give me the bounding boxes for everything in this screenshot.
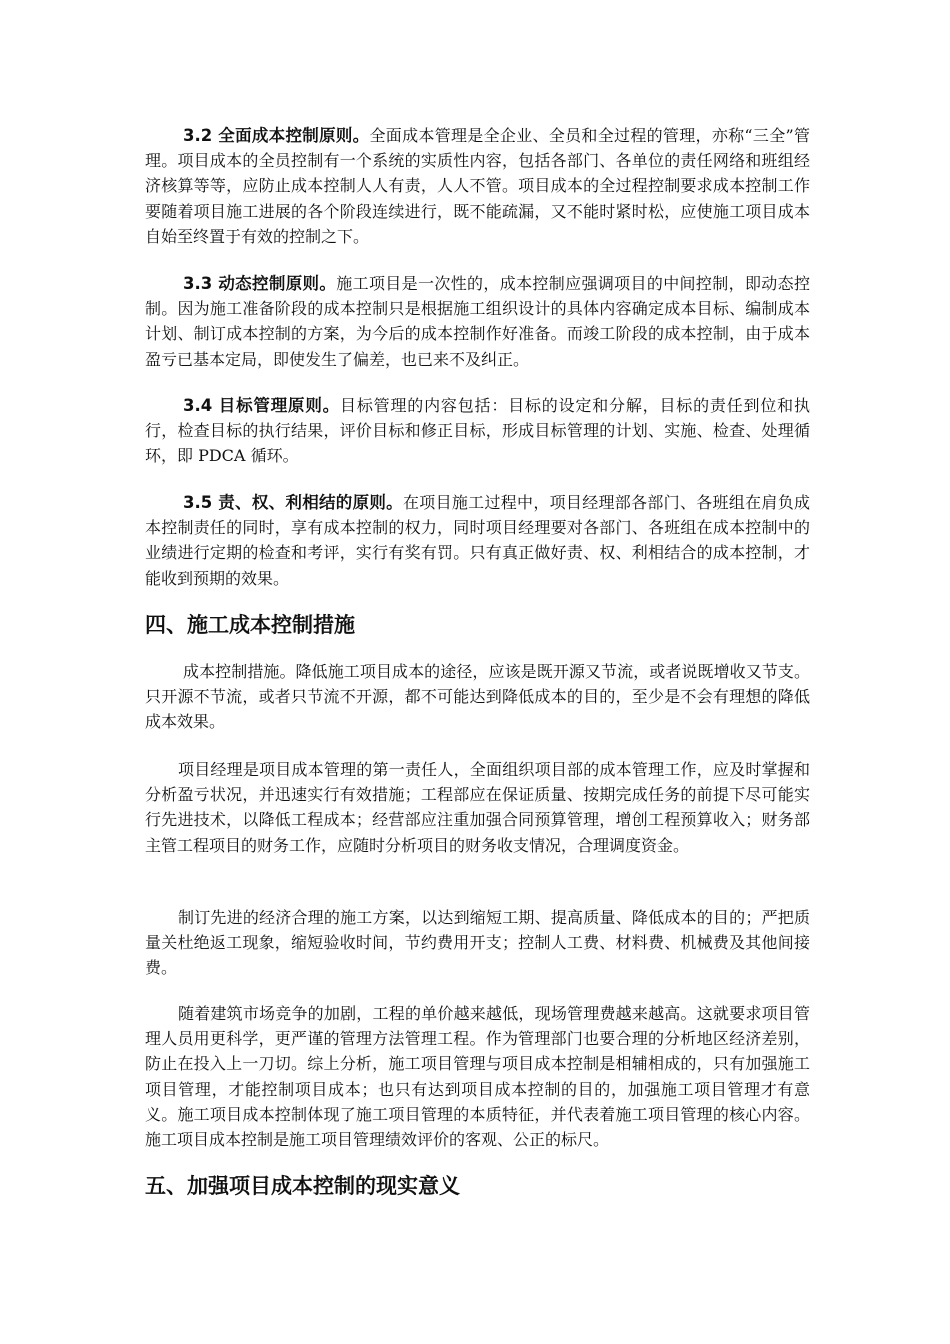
heading-section-5: 五、加强项目成本控制的现实意义	[145, 1174, 460, 1198]
section-3-5	[145, 490, 810, 591]
section-3-4-body: 目标管理的内容包括：目标的设定和分解，目标的责任到位和执行，检查目标的执行结果，评价目标和修正目标，形成目标管理的计划、实施、检查、处理循环，即 PDCA 循环。	[145, 396, 810, 466]
section-3-3-title: 3.3 动态控制原则。	[183, 274, 337, 293]
section-3-2	[145, 123, 810, 249]
paragraph-market-competition: 随着建筑市场竞争的加剧，工程的单价越来越低，现场管理费越来越高。这就要求项目管理人员用更科学，更严谨的管理方法管理工程。作为管理部门也要合理的分析地区经济差别，防止在投入上一刀切。综上分析，施工项目管理与项目成本控制是相辅相成的，只有加强施工项目管理，才能控制项目成本；也只有达到项目成本控制的目的，加强施工项目管理才有意义。施工项目成本控制体现了施工项目管理的本质特征，并代表着施工项目管理的核心内容。施工项目成本控制是施工项目管理绩效评价的客观、公正的标尺。	[145, 1004, 810, 1150]
heading-section-4: 四、施工成本控制措施	[145, 613, 355, 637]
paragraph-construction-plan: 制订先进的经济合理的施工方案，以达到缩短工期、提高质量、降低成本的目的；严把质量关杜绝返工现象，缩短验收时间，节约费用开支；控制人工费、材料费、机械费及其他间接费。	[145, 908, 810, 978]
section-3-5-title: 3.5 责、权、利相结的原则。	[183, 493, 403, 512]
section-3-4	[145, 393, 810, 469]
paragraph-project-manager: 项目经理是项目成本管理的第一责任人，全面组织项目部的成本管理工作，应及时掌握和分析盈亏状况，并迅速实行有效措施；工程部应在保证质量、按期完成任务的前提下尽可能实行先进技术，以降低工程成本；经营部应注重加强合同预算管理，增创工程预算收入；财务部主管工程项目的财务工作，应随时分析项目的财务收支情况，合理调度资金。	[145, 760, 810, 855]
section-3-2-body: 全面成本管理是全企业、全员和全过程的管理，亦称“三全”管理。项目成本的全员控制有一个系统的实质性内容，包括各部门、各单位的责任网络和班组经济核算等等，应防止成本控制人人有责，人人不管。项目成本的全过程控制要求成本控制工作要随着项目施工进展的各个阶段连续进行，既不能疏漏，又不能时紧时松，应使施工项目成本自始至终置于有效的控制之下。	[145, 126, 810, 246]
paragraph-cost-measures: 成本控制措施。降低施工项目成本的途径，应该是既开源又节流，或者说既增收又节支。只开源不节流，或者只节流不开源，都不可能达到降低成本的目的，至少是不会有理想的降低成本效果。	[145, 662, 810, 732]
section-3-5-body: 在项目施工过程中，项目经理部各部门、各班组在肩负成本控制责任的同时，享有成本控制的权力，同时项目经理要对各部门、各班组在成本控制中的业绩进行定期的检查和考评，实行有奖有罚。只有真正做好责、权、利相结合的成本控制，才能收到预期的效果。	[145, 493, 810, 588]
section-3-2-title: 3.2 全面成本控制原则。	[183, 126, 370, 145]
section-3-3-body: 施工项目是一次性的，成本控制应强调项目的中间控制，即动态控制。因为施工准备阶段的成本控制只是根据施工组织设计的具体内容确定成本目标、编制成本计划、制订成本控制的方案，为今后的成本控制作好准备。而竣工阶段的成本控制，由于成本盈亏已基本定局，即使发生了偏差，也已来不及纠正。	[145, 274, 810, 369]
section-3-4-title: 3.4 目标管理原则。	[183, 396, 340, 415]
section-3-3	[145, 271, 810, 372]
